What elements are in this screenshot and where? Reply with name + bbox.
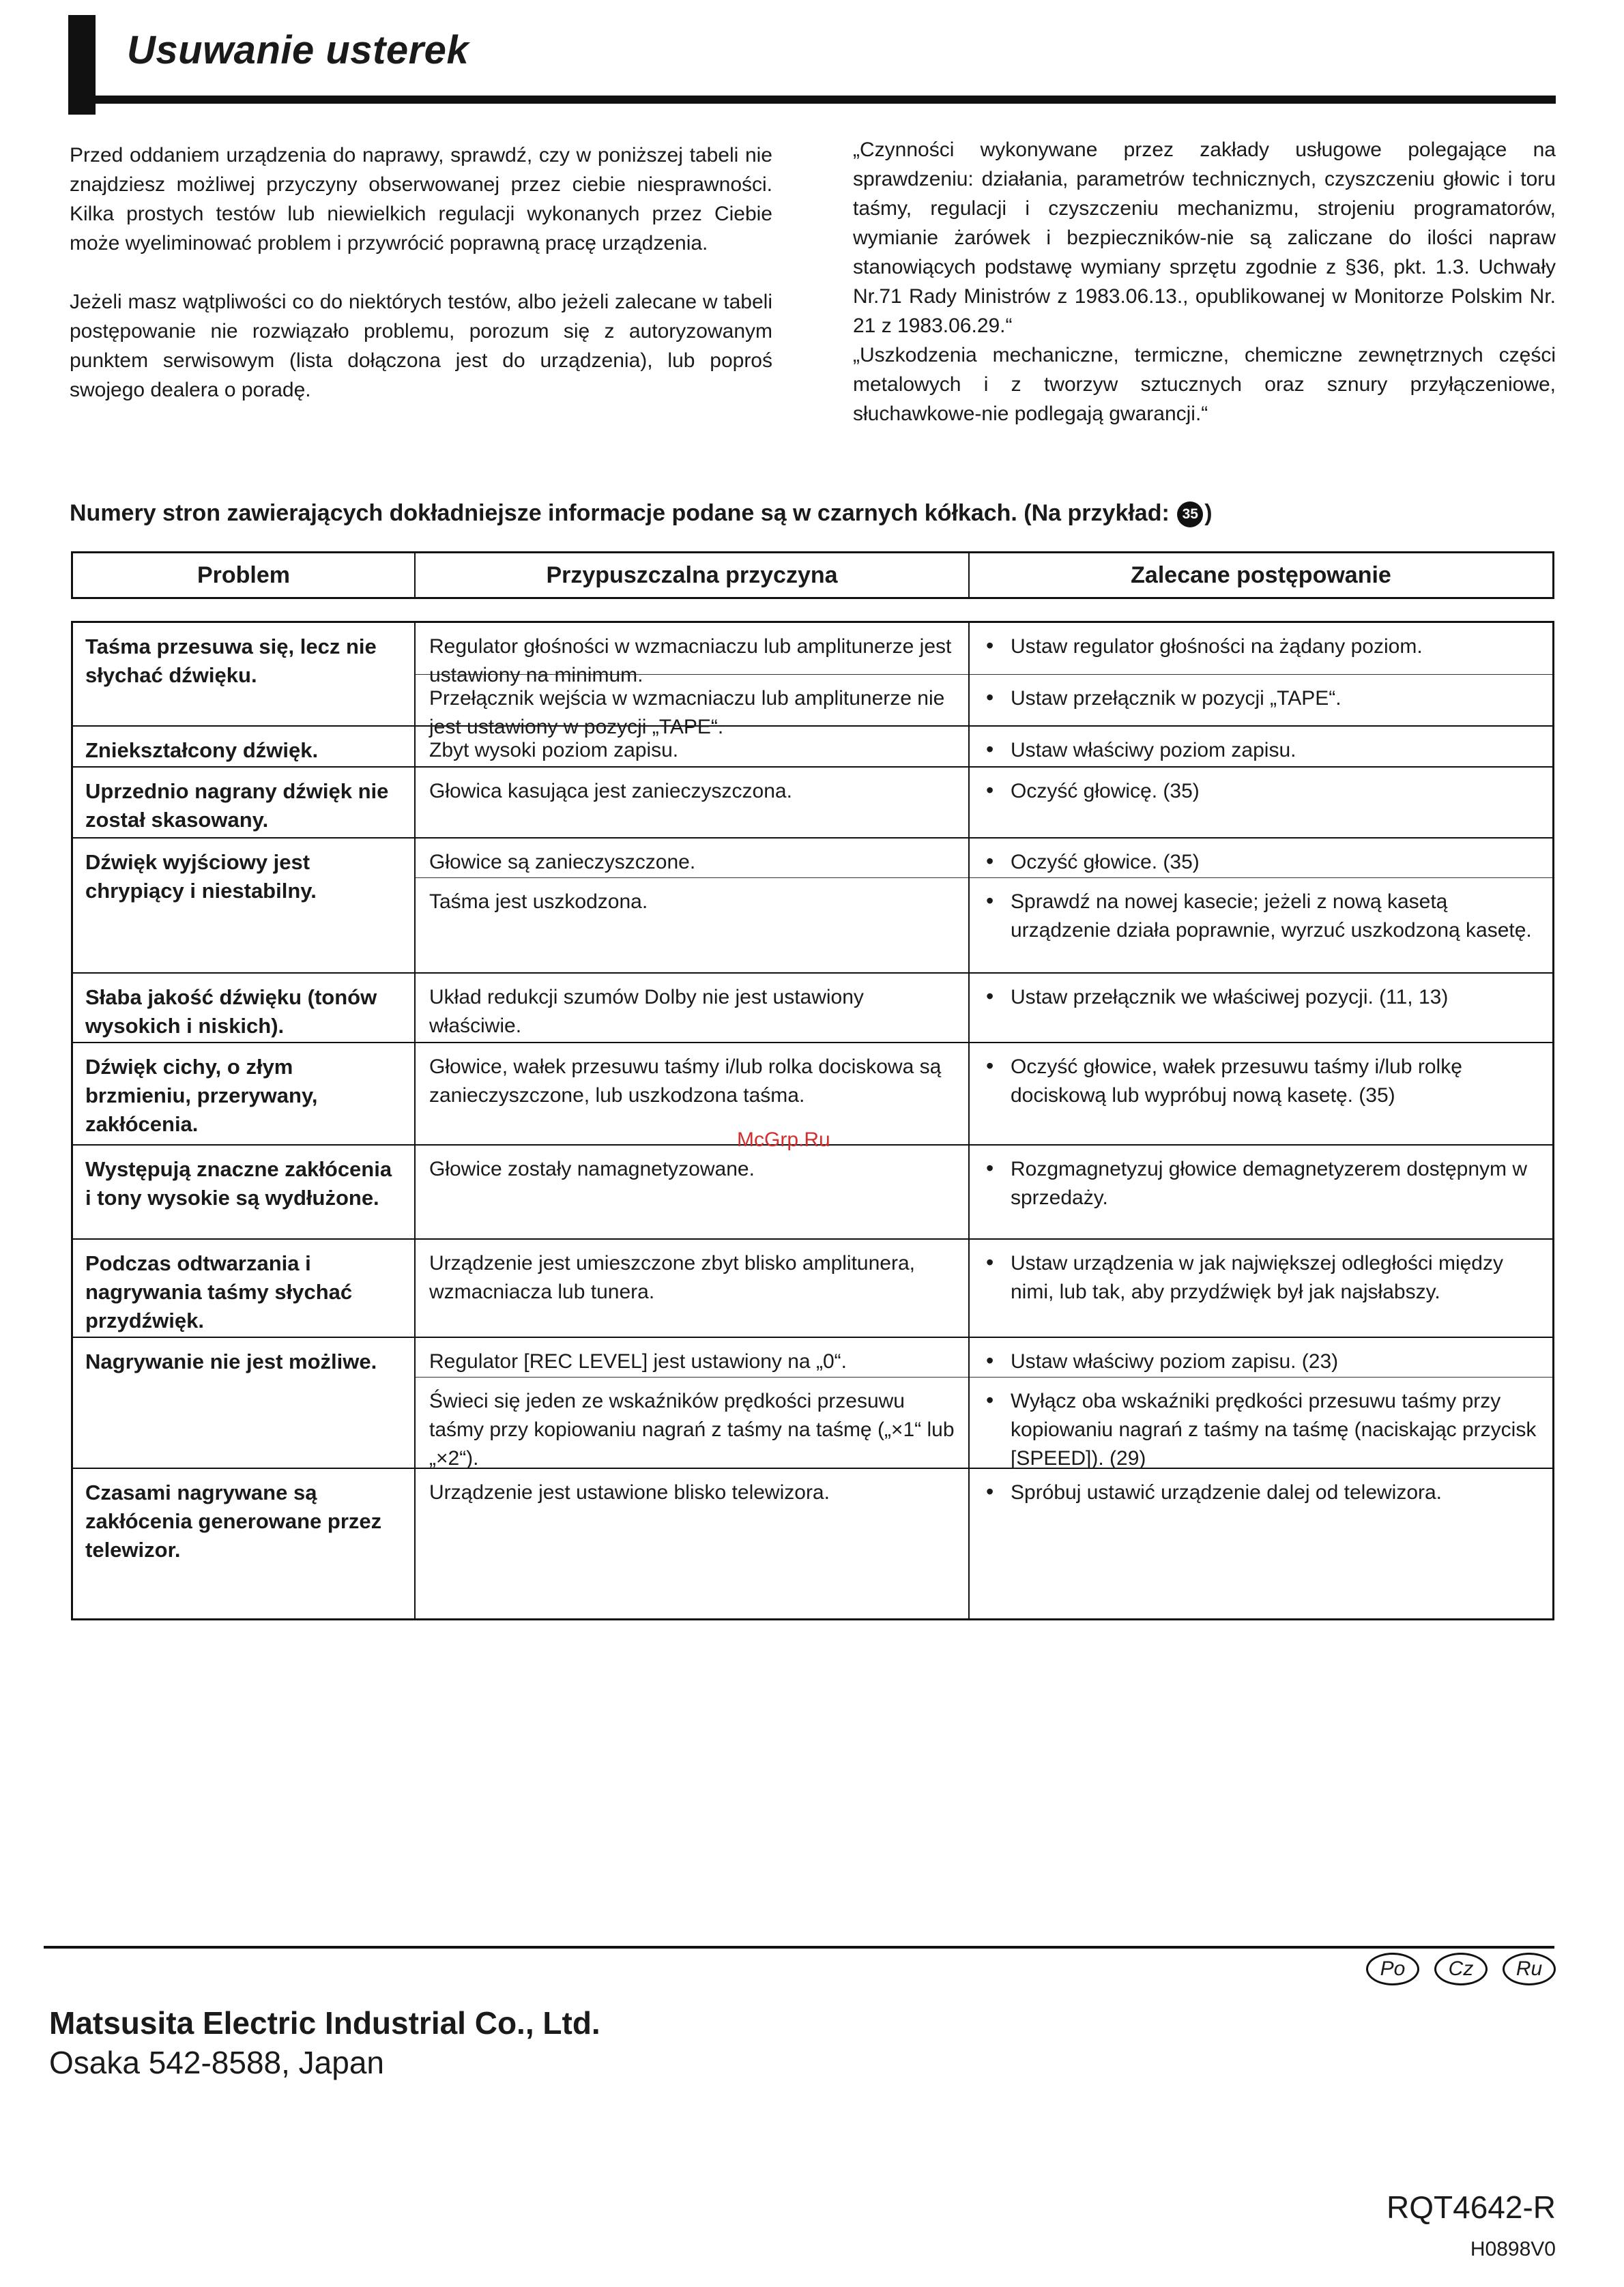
- circled-number-example: 35: [1177, 501, 1203, 527]
- remedy-text: • Wyłącz oba wskaźniki prędkości przesuwu taśmy przy kopiowaniu nagrań z taśmy na taśmę (naciskając przycisk [SPEED]). (29): [970, 1378, 1552, 1469]
- problem-cell: Czasami nagrywane są zakłócenia generowane przez telewizor.: [73, 1469, 416, 1618]
- warranty-paragraph-1: „Czynności wykonywane przez zakłady usługowe polegające na sprawdzeniu: działania, parametrów technicznych, czyszczeniu głowic i toru taśmy, regulacji i czyszczeniu mechanizmu, strojeniu programatorów, wymianie żarówek i bezpieczników-nie są zaliczane do ilości napraw stanowiących podstawę wymiany sprzętu zgodnie z §36, pkt. 1.3. Uchwały Nr.71 Rady Ministrów z 1983.06.13., opublikowanej w Monitorze Polskim Nr. 21 z 1983.06.29.“: [853, 139, 1556, 337]
- note-close: ): [1204, 500, 1213, 526]
- cause-text: Zbyt wysoki poziom zapisu.: [429, 739, 679, 761]
- problem-cell: Taśma przesuwa się, lecz nie słychać dźwięku.: [73, 623, 416, 725]
- remedy-cell: [970, 1338, 1552, 1468]
- title-rule: [68, 96, 1556, 104]
- problem-cell: Uprzednio nagrany dźwięk nie został skasowany.: [73, 768, 416, 837]
- cause-text: Głowice zostały namagnetyzowane.: [429, 1158, 755, 1180]
- company-name: Matsusita Electric Industrial Co., Ltd.: [49, 2005, 600, 2041]
- note-text: Numery stron zawierających dokładniejsze informacje podane są w czarnych kółkach. (Na przykład:: [70, 500, 1170, 526]
- warranty-note: [853, 135, 1556, 428]
- table-row: [73, 839, 1552, 974]
- problem-cell: Dźwięk cichy, o złym brzmieniu, przerywany, zakłócenia.: [73, 1043, 416, 1144]
- cause-cell: [416, 727, 970, 766]
- intro-paragraph-2: Jeżeli masz wątpliwości co do niektórych testów, albo jeżeli zalecane w tabeli postępowanie nie rozwiązało problemu, porozum się z autoryzowanym punktem serwisowym (lista dołączona jest do urządzenia), lub poproś swojego dealera o poradę.: [70, 291, 772, 401]
- remedy-cell: [970, 1240, 1552, 1337]
- page-title: Usuwanie usterek: [127, 28, 469, 72]
- remedy-cell: [970, 727, 1552, 766]
- remedy-text: • Ustaw urządzenia w jak największej odległości między nimi, lub tak, aby przydźwięk był jak najsłabszy.: [970, 1240, 1552, 1338]
- language-badges: [1366, 1953, 1556, 1985]
- cause-cell: [416, 1043, 970, 1144]
- problem-cell: Dźwięk wyjściowy jest chrypiący i niestabilny.: [73, 839, 416, 972]
- remedy-text: • Ustaw właściwy poziom zapisu.: [970, 727, 1552, 768]
- remedy-cell: [970, 1146, 1552, 1238]
- remedy-cell: [970, 1469, 1552, 1618]
- company-address: Osaka 542-8588, Japan: [49, 2045, 385, 2080]
- language-badge: Ru: [1503, 1953, 1556, 1985]
- cause-text: Przełącznik wejścia w wzmacniaczu lub amplitunerze nie jest ustawiony w pozycji „TAPE“.: [429, 687, 945, 738]
- remedy-cell: [970, 1043, 1552, 1144]
- cause-text: Urządzenie jest umieszczone zbyt blisko amplitunera, wzmacniacza lub tunera.: [429, 1252, 915, 1303]
- problem-cell: Zniekształcony dźwięk.: [73, 727, 416, 766]
- cause-text: Taśma jest uszkodzona.: [429, 890, 648, 913]
- intro-paragraph-1: Przed oddaniem urządzenia do naprawy, sprawdź, czy w poniższej tabeli nie znajdziesz możliwej przyczyny obserwowanej przez ciebie niesprawności. Kilka prostych testów lub niewielkich regulacji wykonanych przez Ciebie może wyeliminować problem i przywrócić poprawną pracę urządzenia.: [70, 144, 772, 254]
- header-problem: Problem: [73, 553, 416, 597]
- language-badge: Po: [1366, 1953, 1419, 1985]
- problem-cell: Występują znaczne zakłócenia i tony wysokie są wydłużone.: [73, 1146, 416, 1238]
- cause-text: Regulator [REC LEVEL] jest ustawiony na „0“.: [416, 1338, 968, 1378]
- table-row: [73, 623, 1552, 738]
- remedy-cell: [970, 623, 1552, 725]
- table-row: [73, 1469, 1552, 1618]
- remedy-text: • Ustaw przełącznik w pozycji „TAPE“.: [970, 675, 1552, 727]
- cause-cell: [416, 1338, 970, 1468]
- page-reference-note: [70, 500, 1213, 527]
- remedy-cell: [970, 839, 1552, 972]
- header-cause: Przypuszczalna przyczyna: [416, 553, 970, 597]
- cause-cell: [416, 974, 970, 1042]
- troubleshooting-table: [71, 621, 1554, 1620]
- problem-cell: Słaba jakość dźwięku (tonów wysokich i niskich).: [73, 974, 416, 1042]
- remedy-text: • Ustaw regulator głośności na żądany poziom.: [970, 623, 1552, 675]
- cause-text: Świeci się jeden ze wskaźników prędkości przesuwu taśmy przy kopiowaniu nagrań z taśmy na taśmę („×1“ lub „×2“).: [429, 1390, 955, 1470]
- watermark: McGrp.Ru: [737, 1128, 830, 1151]
- cause-text: Głowica kasująca jest zanieczyszczona.: [429, 780, 792, 802]
- document-code: RQT4642-R: [1387, 2189, 1556, 2225]
- remedy-text: • Oczyść głowicę. (35): [970, 768, 1552, 839]
- intro-left: [70, 141, 772, 434]
- table-row: [73, 1338, 1552, 1469]
- remedy-cell: [970, 768, 1552, 837]
- remedy-text: • Sprawdź na nowej kasecie; jeżeli z nową kasetą urządzenie działa poprawnie, wyrzuć uszkodzoną kasetę.: [970, 878, 1552, 974]
- table-row: [73, 768, 1552, 839]
- cause-text: Głowice są zanieczyszczone.: [416, 839, 968, 878]
- table-row: [73, 727, 1552, 768]
- cause-text: Układ redukcji szumów Dolby nie jest ustawiony właściwie.: [429, 986, 864, 1037]
- language-badge: Cz: [1434, 1953, 1488, 1985]
- warranty-paragraph-2: „Uszkodzenia mechaniczne, termiczne, chemiczne zewnętrznych części metalowych i z tworzyw sztucznych oraz sznury przyłączeniowe, słuchawkowe-nie podlegają gwarancji.“: [853, 344, 1556, 425]
- print-code: H0898V0: [1470, 2238, 1556, 2260]
- remedy-text: • Oczyść głowice, wałek przesuwu taśmy i/lub rolkę dociskową lub wypróbuj nową kasetę. (35): [970, 1043, 1552, 1146]
- remedy-cell: [970, 974, 1552, 1042]
- cause-cell: [416, 1469, 970, 1618]
- remedy-text: • Rozgmagnetyzuj głowice demagnetyzerem dostępnym w sprzedaży.: [970, 1146, 1552, 1240]
- table-row: [73, 1240, 1552, 1338]
- problem-cell: Podczas odtwarzania i nagrywania taśmy słychać przydźwięk.: [73, 1240, 416, 1337]
- header-remedy: Zalecane postępowanie: [1131, 562, 1391, 588]
- table-header: [71, 551, 1554, 599]
- problem-cell: Nagrywanie nie jest możliwe.: [73, 1338, 416, 1468]
- remedy-text: • Spróbuj ustawić urządzenie dalej od telewizora.: [970, 1469, 1552, 1618]
- footer-rule: [44, 1946, 1554, 1949]
- cause-text: Głowice, wałek przesuwu taśmy i/lub rolka dociskowa są zanieczyszczone, lub uszkodzona taśma.: [429, 1055, 942, 1107]
- remedy-text: • Ustaw przełącznik we właściwej pozycji. (11, 13): [970, 974, 1552, 1043]
- cause-cell: [416, 768, 970, 837]
- cause-cell: [416, 839, 970, 972]
- remedy-text: • Oczyść głowice. (35): [970, 839, 1552, 878]
- cause-cell: [416, 1146, 970, 1238]
- cause-text: Regulator głośności w wzmacniaczu lub amplitunerze jest ustawiony na minimum.: [416, 623, 968, 675]
- cause-cell: [416, 623, 970, 738]
- remedy-text: • Ustaw właściwy poziom zapisu. (23): [970, 1338, 1552, 1378]
- table-row: [73, 1146, 1552, 1240]
- cause-cell: [416, 1240, 970, 1337]
- cause-text: Urządzenie jest ustawione blisko telewizora.: [429, 1481, 830, 1504]
- table-row: [73, 974, 1552, 1043]
